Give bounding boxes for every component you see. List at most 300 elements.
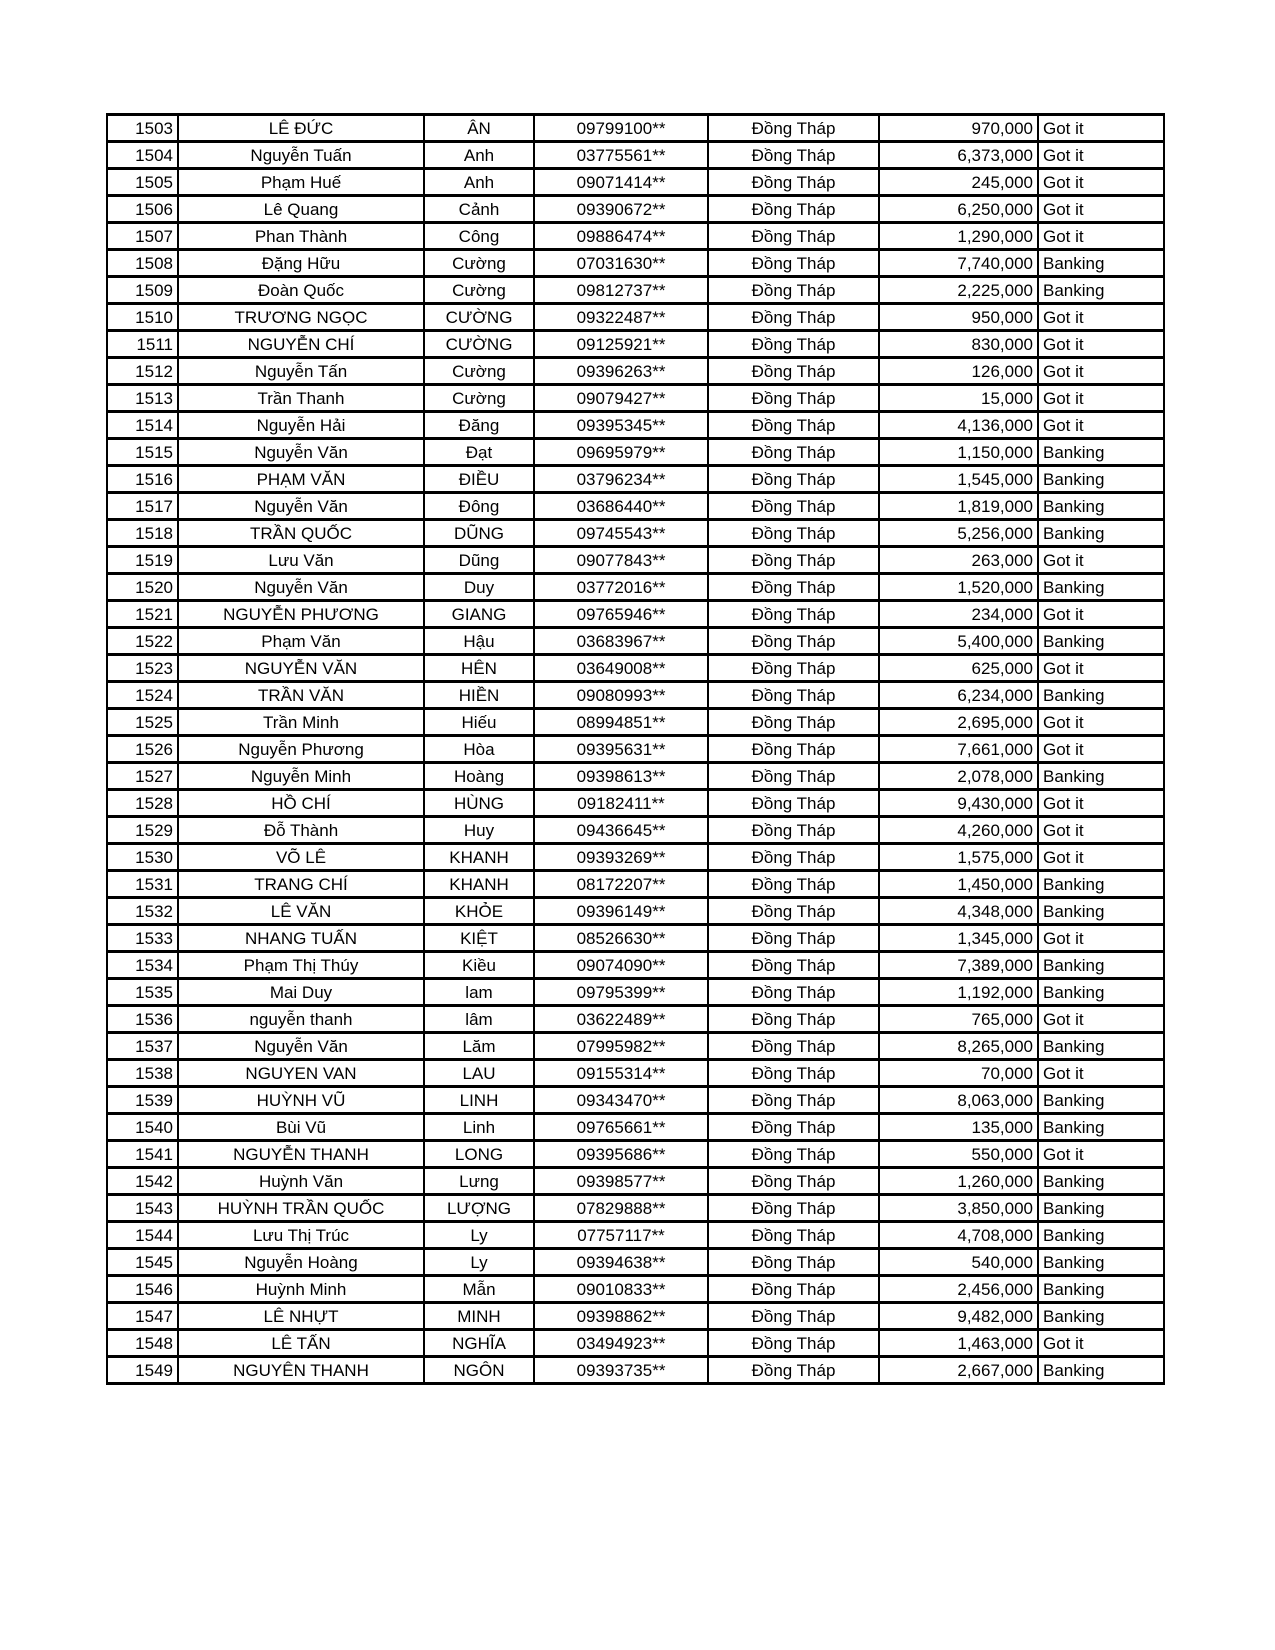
cell-first-name: KHỎE xyxy=(424,898,534,925)
cell-phone: 09071414** xyxy=(534,169,708,196)
cell-id: 1511 xyxy=(107,331,178,358)
cell-amount: 950,000 xyxy=(879,304,1038,331)
cell-first-name: Anh xyxy=(424,169,534,196)
cell-status: Got it xyxy=(1038,1141,1164,1168)
cell-status: Banking xyxy=(1038,1114,1164,1141)
cell-province: Đồng Tháp xyxy=(708,412,879,439)
cell-phone: 09395345** xyxy=(534,412,708,439)
cell-status: Got it xyxy=(1038,547,1164,574)
cell-id: 1538 xyxy=(107,1060,178,1087)
cell-first-name: Anh xyxy=(424,142,534,169)
cell-phone: 07031630** xyxy=(534,250,708,277)
cell-province: Đồng Tháp xyxy=(708,844,879,871)
cell-last-name: Nguyễn Văn xyxy=(178,1033,424,1060)
cell-phone: 09010833** xyxy=(534,1276,708,1303)
cell-id: 1526 xyxy=(107,736,178,763)
cell-province: Đồng Tháp xyxy=(708,250,879,277)
cell-last-name: HUỲNH TRẦN QUỐC xyxy=(178,1195,424,1222)
cell-status: Banking xyxy=(1038,628,1164,655)
table-row xyxy=(107,871,1164,898)
cell-last-name: Phạm Văn xyxy=(178,628,424,655)
cell-province: Đồng Tháp xyxy=(708,574,879,601)
cell-last-name: Lưu Thị Trúc xyxy=(178,1222,424,1249)
cell-province: Đồng Tháp xyxy=(708,169,879,196)
cell-amount: 7,661,000 xyxy=(879,736,1038,763)
cell-last-name: Huỳnh Văn xyxy=(178,1168,424,1195)
cell-status: Banking xyxy=(1038,898,1164,925)
cell-status: Got it xyxy=(1038,169,1164,196)
cell-phone: 09125921** xyxy=(534,331,708,358)
cell-province: Đồng Tháp xyxy=(708,763,879,790)
cell-status: Got it xyxy=(1038,385,1164,412)
cell-status: Got it xyxy=(1038,358,1164,385)
cell-province: Đồng Tháp xyxy=(708,277,879,304)
cell-phone: 03622489** xyxy=(534,1006,708,1033)
cell-amount: 1,463,000 xyxy=(879,1330,1038,1357)
cell-amount: 5,256,000 xyxy=(879,520,1038,547)
cell-amount: 7,740,000 xyxy=(879,250,1038,277)
cell-last-name: NGUYÊN THANH xyxy=(178,1357,424,1384)
cell-id: 1546 xyxy=(107,1276,178,1303)
table-row xyxy=(107,223,1164,250)
cell-id: 1515 xyxy=(107,439,178,466)
cell-last-name: nguyễn thanh xyxy=(178,1006,424,1033)
cell-amount: 70,000 xyxy=(879,1060,1038,1087)
cell-amount: 4,708,000 xyxy=(879,1222,1038,1249)
cell-first-name: CƯỜNG xyxy=(424,331,534,358)
cell-last-name: TRANG CHÍ xyxy=(178,871,424,898)
table-row xyxy=(107,1087,1164,1114)
table-row xyxy=(107,1357,1164,1384)
cell-id: 1504 xyxy=(107,142,178,169)
cell-first-name: Công xyxy=(424,223,534,250)
cell-province: Đồng Tháp xyxy=(708,952,879,979)
cell-status: Got it xyxy=(1038,331,1164,358)
cell-amount: 1,575,000 xyxy=(879,844,1038,871)
cell-last-name: Phan Thành xyxy=(178,223,424,250)
cell-first-name: Cảnh xyxy=(424,196,534,223)
cell-last-name: TRẦN QUỐC xyxy=(178,520,424,547)
cell-id: 1524 xyxy=(107,682,178,709)
cell-first-name: HIỀN xyxy=(424,682,534,709)
table-row xyxy=(107,169,1164,196)
cell-id: 1534 xyxy=(107,952,178,979)
cell-first-name: LAU xyxy=(424,1060,534,1087)
cell-province: Đồng Tháp xyxy=(708,304,879,331)
cell-status: Banking xyxy=(1038,1033,1164,1060)
cell-status: Got it xyxy=(1038,925,1164,952)
cell-status: Banking xyxy=(1038,1087,1164,1114)
table-row xyxy=(107,1222,1164,1249)
table-row xyxy=(107,304,1164,331)
cell-id: 1520 xyxy=(107,574,178,601)
table-row xyxy=(107,925,1164,952)
cell-first-name: Linh xyxy=(424,1114,534,1141)
cell-phone: 09343470** xyxy=(534,1087,708,1114)
cell-phone: 09745543** xyxy=(534,520,708,547)
cell-last-name: Nguyễn Tuấn xyxy=(178,142,424,169)
cell-id: 1525 xyxy=(107,709,178,736)
cell-last-name: Phạm Huế xyxy=(178,169,424,196)
cell-last-name: NGUYỄN VĂN xyxy=(178,655,424,682)
table-row xyxy=(107,1141,1164,1168)
cell-status: Got it xyxy=(1038,1060,1164,1087)
table-row xyxy=(107,1249,1164,1276)
cell-phone: 09812737** xyxy=(534,277,708,304)
table-row xyxy=(107,655,1164,682)
cell-province: Đồng Tháp xyxy=(708,1195,879,1222)
cell-province: Đồng Tháp xyxy=(708,115,879,142)
table-row xyxy=(107,1330,1164,1357)
cell-id: 1545 xyxy=(107,1249,178,1276)
contacts-table xyxy=(106,113,1165,1385)
cell-id: 1522 xyxy=(107,628,178,655)
cell-province: Đồng Tháp xyxy=(708,1222,879,1249)
cell-status: Banking xyxy=(1038,520,1164,547)
cell-phone: 08994851** xyxy=(534,709,708,736)
cell-first-name: NGHĨA xyxy=(424,1330,534,1357)
cell-amount: 4,348,000 xyxy=(879,898,1038,925)
table-row xyxy=(107,952,1164,979)
cell-province: Đồng Tháp xyxy=(708,520,879,547)
cell-first-name: LƯỢNG xyxy=(424,1195,534,1222)
cell-province: Đồng Tháp xyxy=(708,196,879,223)
cell-first-name: Cường xyxy=(424,385,534,412)
cell-id: 1533 xyxy=(107,925,178,952)
cell-province: Đồng Tháp xyxy=(708,1006,879,1033)
table-row xyxy=(107,1168,1164,1195)
cell-last-name: HUỲNH VŨ xyxy=(178,1087,424,1114)
cell-phone: 09799100** xyxy=(534,115,708,142)
cell-province: Đồng Tháp xyxy=(708,871,879,898)
cell-amount: 15,000 xyxy=(879,385,1038,412)
cell-id: 1544 xyxy=(107,1222,178,1249)
cell-amount: 1,520,000 xyxy=(879,574,1038,601)
cell-amount: 126,000 xyxy=(879,358,1038,385)
cell-last-name: LÊ VĂN xyxy=(178,898,424,925)
cell-status: Banking xyxy=(1038,277,1164,304)
cell-phone: 09886474** xyxy=(534,223,708,250)
cell-last-name: HỒ CHÍ xyxy=(178,790,424,817)
cell-first-name: Kiều xyxy=(424,952,534,979)
cell-last-name: Nguyễn Hoàng xyxy=(178,1249,424,1276)
cell-province: Đồng Tháp xyxy=(708,223,879,250)
cell-id: 1514 xyxy=(107,412,178,439)
cell-amount: 1,450,000 xyxy=(879,871,1038,898)
table-row xyxy=(107,682,1164,709)
cell-last-name: Đặng Hữu xyxy=(178,250,424,277)
cell-status: Got it xyxy=(1038,844,1164,871)
cell-amount: 1,290,000 xyxy=(879,223,1038,250)
cell-status: Banking xyxy=(1038,1249,1164,1276)
cell-amount: 6,250,000 xyxy=(879,196,1038,223)
table-row xyxy=(107,844,1164,871)
cell-amount: 625,000 xyxy=(879,655,1038,682)
cell-amount: 245,000 xyxy=(879,169,1038,196)
cell-phone: 09795399** xyxy=(534,979,708,1006)
cell-amount: 1,545,000 xyxy=(879,466,1038,493)
cell-first-name: HÊN xyxy=(424,655,534,682)
table-row xyxy=(107,358,1164,385)
cell-first-name: Lưng xyxy=(424,1168,534,1195)
cell-first-name: Huy xyxy=(424,817,534,844)
cell-id: 1535 xyxy=(107,979,178,1006)
cell-status: Banking xyxy=(1038,1357,1164,1384)
table-row xyxy=(107,250,1164,277)
cell-last-name: NGUYEN VAN xyxy=(178,1060,424,1087)
cell-last-name: Nguyễn Văn xyxy=(178,574,424,601)
cell-phone: 09322487** xyxy=(534,304,708,331)
cell-province: Đồng Tháp xyxy=(708,1249,879,1276)
cell-province: Đồng Tháp xyxy=(708,331,879,358)
cell-amount: 2,225,000 xyxy=(879,277,1038,304)
cell-amount: 1,192,000 xyxy=(879,979,1038,1006)
cell-amount: 9,430,000 xyxy=(879,790,1038,817)
table-row xyxy=(107,898,1164,925)
cell-phone: 09077843** xyxy=(534,547,708,574)
cell-phone: 09079427** xyxy=(534,385,708,412)
cell-last-name: Phạm Thị Thúy xyxy=(178,952,424,979)
cell-phone: 09765661** xyxy=(534,1114,708,1141)
cell-status: Got it xyxy=(1038,655,1164,682)
cell-id: 1513 xyxy=(107,385,178,412)
cell-amount: 7,389,000 xyxy=(879,952,1038,979)
cell-last-name: Lê Quang xyxy=(178,196,424,223)
cell-province: Đồng Tháp xyxy=(708,1141,879,1168)
cell-province: Đồng Tháp xyxy=(708,439,879,466)
cell-status: Banking xyxy=(1038,493,1164,520)
cell-amount: 1,150,000 xyxy=(879,439,1038,466)
cell-status: Got it xyxy=(1038,1006,1164,1033)
cell-first-name: Hậu xyxy=(424,628,534,655)
cell-province: Đồng Tháp xyxy=(708,1303,879,1330)
cell-phone: 09390672** xyxy=(534,196,708,223)
cell-amount: 8,063,000 xyxy=(879,1087,1038,1114)
cell-province: Đồng Tháp xyxy=(708,628,879,655)
cell-first-name: ĐIỀU xyxy=(424,466,534,493)
cell-province: Đồng Tháp xyxy=(708,655,879,682)
cell-phone: 09396263** xyxy=(534,358,708,385)
cell-province: Đồng Tháp xyxy=(708,493,879,520)
cell-status: Banking xyxy=(1038,979,1164,1006)
cell-last-name: Nguyễn Hải xyxy=(178,412,424,439)
cell-phone: 08172207** xyxy=(534,871,708,898)
cell-id: 1529 xyxy=(107,817,178,844)
cell-first-name: Cường xyxy=(424,277,534,304)
cell-province: Đồng Tháp xyxy=(708,1060,879,1087)
cell-first-name: Lăm xyxy=(424,1033,534,1060)
cell-last-name: Nguyễn Văn xyxy=(178,439,424,466)
cell-first-name: LONG xyxy=(424,1141,534,1168)
cell-last-name: TRƯƠNG NGỌC xyxy=(178,304,424,331)
cell-status: Got it xyxy=(1038,196,1164,223)
cell-status: Banking xyxy=(1038,952,1164,979)
cell-status: Banking xyxy=(1038,1195,1164,1222)
cell-id: 1548 xyxy=(107,1330,178,1357)
cell-province: Đồng Tháp xyxy=(708,1087,879,1114)
cell-id: 1523 xyxy=(107,655,178,682)
cell-first-name: NGÔN xyxy=(424,1357,534,1384)
cell-phone: 03775561** xyxy=(534,142,708,169)
cell-id: 1519 xyxy=(107,547,178,574)
cell-status: Banking xyxy=(1038,574,1164,601)
cell-amount: 9,482,000 xyxy=(879,1303,1038,1330)
cell-phone: 09436645** xyxy=(534,817,708,844)
cell-status: Got it xyxy=(1038,709,1164,736)
cell-amount: 3,850,000 xyxy=(879,1195,1038,1222)
cell-status: Got it xyxy=(1038,736,1164,763)
cell-phone: 03683967** xyxy=(534,628,708,655)
cell-last-name: VÕ LÊ xyxy=(178,844,424,871)
cell-last-name: LÊ TẤN xyxy=(178,1330,424,1357)
table-row xyxy=(107,1303,1164,1330)
cell-phone: 09393269** xyxy=(534,844,708,871)
table-row xyxy=(107,736,1164,763)
cell-status: Got it xyxy=(1038,1330,1164,1357)
cell-status: Banking xyxy=(1038,1168,1164,1195)
cell-phone: 09395631** xyxy=(534,736,708,763)
cell-province: Đồng Tháp xyxy=(708,547,879,574)
cell-id: 1541 xyxy=(107,1141,178,1168)
cell-id: 1512 xyxy=(107,358,178,385)
cell-province: Đồng Tháp xyxy=(708,790,879,817)
table-row xyxy=(107,1195,1164,1222)
cell-last-name: Đoàn Quốc xyxy=(178,277,424,304)
table-row xyxy=(107,520,1164,547)
cell-amount: 8,265,000 xyxy=(879,1033,1038,1060)
cell-first-name: lam xyxy=(424,979,534,1006)
cell-first-name: Cường xyxy=(424,358,534,385)
cell-phone: 09155314** xyxy=(534,1060,708,1087)
cell-last-name: Bùi Vũ xyxy=(178,1114,424,1141)
cell-phone: 03649008** xyxy=(534,655,708,682)
cell-id: 1530 xyxy=(107,844,178,871)
cell-amount: 540,000 xyxy=(879,1249,1038,1276)
table-row xyxy=(107,277,1164,304)
table-row xyxy=(107,412,1164,439)
table-row xyxy=(107,466,1164,493)
cell-province: Đồng Tháp xyxy=(708,358,879,385)
cell-amount: 550,000 xyxy=(879,1141,1038,1168)
cell-phone: 09080993** xyxy=(534,682,708,709)
table-row xyxy=(107,1276,1164,1303)
cell-first-name: KIỆT xyxy=(424,925,534,952)
cell-phone: 09394638** xyxy=(534,1249,708,1276)
cell-first-name: Ly xyxy=(424,1222,534,1249)
cell-first-name: lâm xyxy=(424,1006,534,1033)
cell-amount: 4,136,000 xyxy=(879,412,1038,439)
cell-id: 1507 xyxy=(107,223,178,250)
table-row xyxy=(107,574,1164,601)
cell-first-name: Cường xyxy=(424,250,534,277)
cell-id: 1517 xyxy=(107,493,178,520)
cell-phone: 08526630** xyxy=(534,925,708,952)
table-row xyxy=(107,817,1164,844)
cell-last-name: Huỳnh Minh xyxy=(178,1276,424,1303)
cell-first-name: Hiếu xyxy=(424,709,534,736)
cell-first-name: Đạt xyxy=(424,439,534,466)
cell-amount: 1,819,000 xyxy=(879,493,1038,520)
table-row xyxy=(107,1114,1164,1141)
table-row xyxy=(107,1033,1164,1060)
cell-id: 1536 xyxy=(107,1006,178,1033)
table-row xyxy=(107,1060,1164,1087)
cell-last-name: NGUYỄN THANH xyxy=(178,1141,424,1168)
cell-last-name: TRẦN VĂN xyxy=(178,682,424,709)
cell-id: 1532 xyxy=(107,898,178,925)
table-row xyxy=(107,1006,1164,1033)
cell-status: Got it xyxy=(1038,412,1164,439)
cell-amount: 6,373,000 xyxy=(879,142,1038,169)
cell-amount: 6,234,000 xyxy=(879,682,1038,709)
table-row xyxy=(107,628,1164,655)
cell-id: 1542 xyxy=(107,1168,178,1195)
cell-last-name: Trần Minh xyxy=(178,709,424,736)
cell-last-name: Mai Duy xyxy=(178,979,424,1006)
table-row xyxy=(107,979,1164,1006)
cell-province: Đồng Tháp xyxy=(708,1330,879,1357)
cell-last-name: NGUYỄN PHƯƠNG xyxy=(178,601,424,628)
cell-last-name: Trần Thanh xyxy=(178,385,424,412)
cell-id: 1528 xyxy=(107,790,178,817)
cell-phone: 09695979** xyxy=(534,439,708,466)
cell-phone: 09398613** xyxy=(534,763,708,790)
cell-id: 1547 xyxy=(107,1303,178,1330)
cell-phone: 07829888** xyxy=(534,1195,708,1222)
cell-id: 1521 xyxy=(107,601,178,628)
cell-status: Got it xyxy=(1038,790,1164,817)
cell-id: 1506 xyxy=(107,196,178,223)
cell-phone: 09396149** xyxy=(534,898,708,925)
cell-amount: 2,456,000 xyxy=(879,1276,1038,1303)
cell-status: Got it xyxy=(1038,817,1164,844)
cell-phone: 03686440** xyxy=(534,493,708,520)
cell-id: 1527 xyxy=(107,763,178,790)
cell-amount: 970,000 xyxy=(879,115,1038,142)
cell-status: Banking xyxy=(1038,439,1164,466)
cell-province: Đồng Tháp xyxy=(708,1033,879,1060)
cell-status: Banking xyxy=(1038,466,1164,493)
table-row xyxy=(107,493,1164,520)
cell-id: 1518 xyxy=(107,520,178,547)
cell-phone: 07995982** xyxy=(534,1033,708,1060)
cell-phone: 09398862** xyxy=(534,1303,708,1330)
cell-province: Đồng Tháp xyxy=(708,925,879,952)
cell-province: Đồng Tháp xyxy=(708,682,879,709)
cell-status: Banking xyxy=(1038,871,1164,898)
cell-province: Đồng Tháp xyxy=(708,979,879,1006)
table-row xyxy=(107,331,1164,358)
cell-amount: 765,000 xyxy=(879,1006,1038,1033)
cell-province: Đồng Tháp xyxy=(708,466,879,493)
cell-province: Đồng Tháp xyxy=(708,1168,879,1195)
cell-first-name: ÂN xyxy=(424,115,534,142)
table-row xyxy=(107,601,1164,628)
cell-province: Đồng Tháp xyxy=(708,1276,879,1303)
cell-last-name: PHẠM VĂN xyxy=(178,466,424,493)
cell-amount: 830,000 xyxy=(879,331,1038,358)
cell-phone: 03494923** xyxy=(534,1330,708,1357)
cell-amount: 2,667,000 xyxy=(879,1357,1038,1384)
table-row xyxy=(107,385,1164,412)
cell-last-name: NHANG TUẤN xyxy=(178,925,424,952)
cell-amount: 2,695,000 xyxy=(879,709,1038,736)
table-row xyxy=(107,790,1164,817)
cell-last-name: Đỗ Thành xyxy=(178,817,424,844)
cell-id: 1540 xyxy=(107,1114,178,1141)
cell-province: Đồng Tháp xyxy=(708,385,879,412)
contacts-table-body xyxy=(107,115,1164,1384)
